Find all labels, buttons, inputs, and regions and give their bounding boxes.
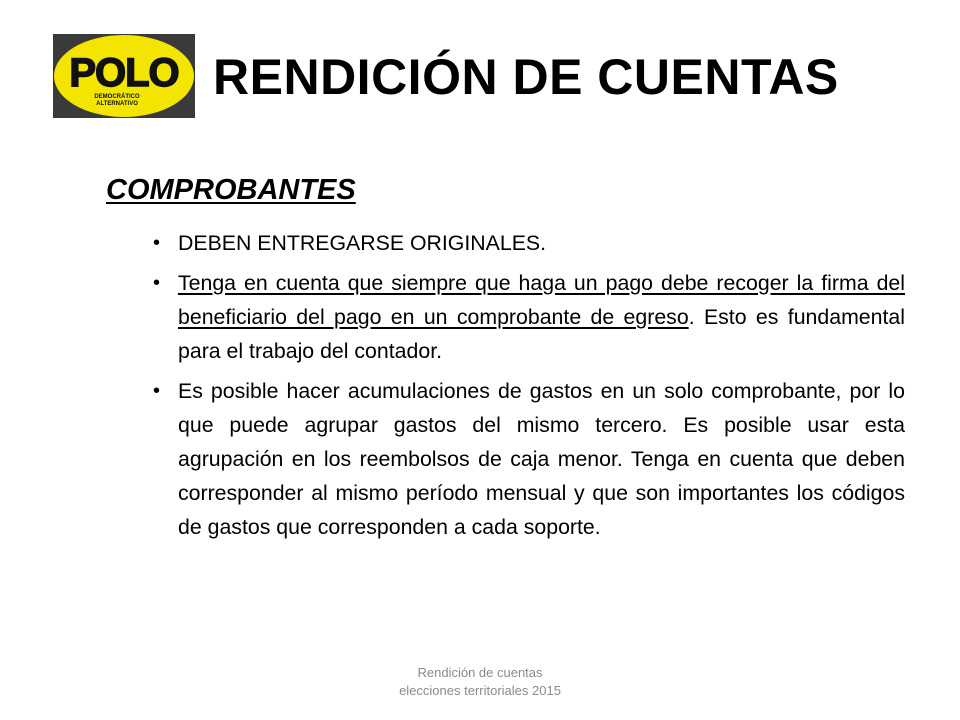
bullet-dot-icon: • (153, 272, 161, 294)
footer (330, 664, 630, 700)
footer-line-1: Rendición de cuentas (417, 665, 543, 680)
bullet-text: DEBEN ENTREGARSE ORIGINALES. (178, 231, 547, 255)
bullet-dot-icon: • (153, 380, 161, 402)
svg-text:ALTERNATIVO: ALTERNATIVO (96, 101, 138, 107)
bullet-item (153, 374, 905, 544)
polo-democratico-logo (53, 34, 195, 118)
section-heading: COMPROBANTES (106, 174, 356, 206)
bullet-text: Es posible hacer acumulaciones de gastos en un solo comprobante, por lo que puede agrupar gastos del mismo tercero. Es posible usar esta agrupación en los reembolsos de caja menor. Tenga en cuenta que deben corresponder al mismo período mensual y que son importantes los códigos de gastos que corresponden a cada soporte. (178, 379, 905, 539)
bullet-item (153, 226, 905, 260)
bullet-item (153, 266, 905, 368)
bullet-dot-icon: • (153, 232, 161, 254)
footer-line-2: elecciones territoriales 2015 (399, 683, 561, 698)
svg-text:POLO: POLO (69, 51, 179, 95)
bullet-list (153, 226, 905, 550)
bullet-text: . Esto es fundamental para el trabajo del contador. (178, 305, 905, 363)
svg-text:DEMOCRÁTICO: DEMOCRÁTICO (94, 94, 140, 100)
bullet-text-underlined: Tenga en cuenta que siempre que haga un pago debe recoger la firma del beneficiario del pago en un comprobante de egreso (178, 271, 905, 329)
slide-title: RENDICIÓN DE CUENTAS (213, 49, 839, 105)
